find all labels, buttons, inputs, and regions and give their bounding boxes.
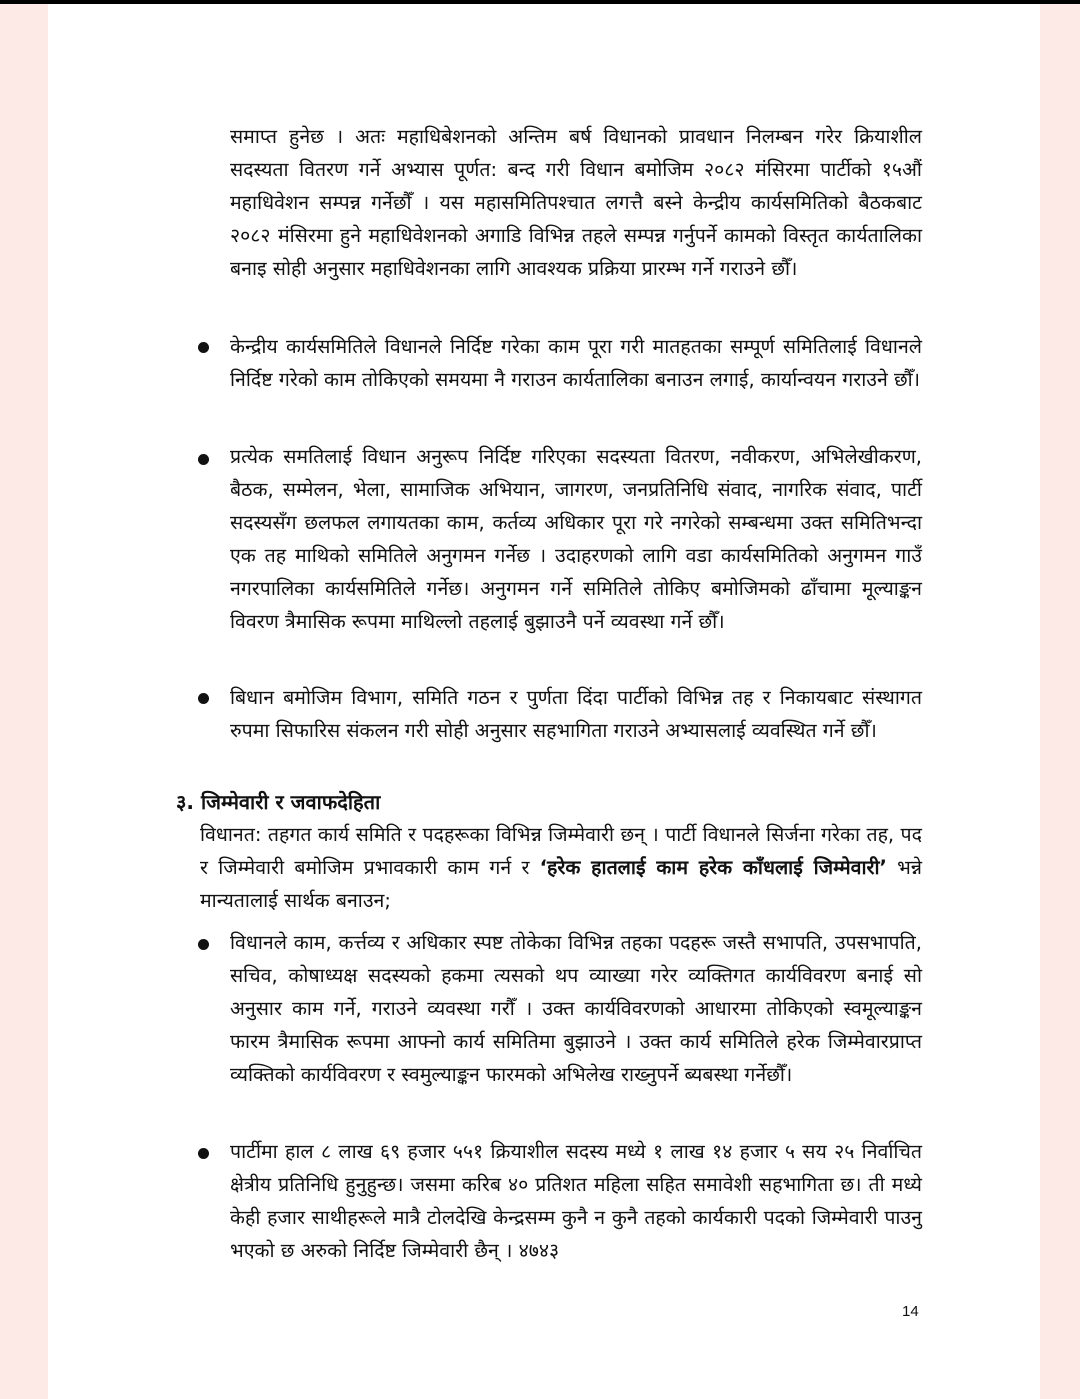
bullet-item: पार्टीमा हाल ८ लाख ६९ हजार ५५१ क्रियाशील सदस्य मध्ये १ लाख १४ हजार ५ सय २५ निर्वाचित क्षेत्रीय प्रतिनिधि हुनुहुन्छ। जसमा करिब ४० प्रतिशत महिला सहित समावेशी सहभागिता छ। ती मध्ये केही हजार साथीहरूले मात्रै टोलदेखि केन्द्रसम्म कुनै न कुनै तहको कार्यकारी पदको जिम्मेवारी पाउनु भएको छ अरुको निर्दिष्ट जिम्मेवारी छैन् । ४७४३: [230, 1140, 922, 1262]
section-intro-text-end: भन्ने मान्यतालाई सार्थक बनाउन;: [200, 856, 922, 912]
section-intro-text: विधानत: तहगत कार्य समिति र पदहरूका विभिन्न जिम्मेवारी छन् । पार्टी विधानले सिर्जना गरेका तह, पद र जिम्मेवारी बमोजिम प्रभावकारी काम गर्न र: [200, 823, 922, 879]
document-page: [48, 4, 1040, 1399]
bullet-item: केन्द्रीय कार्यसमितिले विधानले निर्दिष्ट गरेका काम पूरा गरी मातहतका सम्पूर्ण समितिलाई विधानले निर्दिष्ट गरेको काम तोकिएको समयमा नै गराउन कार्यतालिका बनाउन लगाई, कार्यान्वयन गराउने छौँ।: [230, 335, 922, 391]
section-heading: ३. जिम्मेवारी र जवाफदेहिता: [176, 790, 381, 814]
left-page-margin: [0, 4, 48, 1399]
bullet-item: बिधान बमोजिम विभाग, समिति गठन र पुर्णता दिंदा पार्टीको विभिन्न तह र निकायबाट संस्थागत रुपमा सिफारिस संकलन गरी सोही अनुसार सहभागिता गराउने अभ्यासलाई व्यवस्थित गर्ने छौँ।: [230, 686, 922, 742]
bullet-icon: [198, 342, 209, 353]
bullet-item: विधानले काम, कर्त्तव्य र अधिकार स्पष्ट तोकेका विभिन्न तहका पदहरू जस्तै सभापति, उपसभापति, सचिव, कोषाध्यक्ष सदस्यको हकमा त्यसको थप व्याख्या गरेर व्यक्तिगत कार्यविवरण बनाई सो अनुसार काम गर्ने, गराउने व्यवस्था गरौँ । उक्त कार्यविवरणको आधारमा तोकिएको स्वमूल्याङ्कन फारम त्रैमासिक रूपमा आफ्नो कार्य समितिमा बुझाउने । उक्त कार्य समितिले हरेक जिम्मेवारप्राप्त व्यक्तिको कार्यविवरण र स्वमुल्याङ्कन फारमको अभिलेख राख्नुपर्ने ब्यबस्था गर्नेछौँ।: [230, 931, 922, 1086]
bullet-item: प्रत्येक समतिलाई विधान अनुरूप निर्दिष्ट गरिएका सदस्यता वितरण, नवीकरण, अभिलेखीकरण, बैठक, सम्मेलन, भेला, सामाजिक अभियान, जागरण, जनप्रतिनिधि संवाद, नागरिक संवाद, पार्टी सदस्यसँग छलफल लगायतका काम, कर्तव्य अधिकार पूरा गरे नगरेको सम्बन्धमा उक्त समितिभन्दा एक तह माथिको समितिले अनुगमन गर्नेछ । उदाहरणको लागि वडा कार्यसमितिको अनुगमन गाउँ नगरपालिका कार्यसमितिले गर्नेछ। अनुगमन गर्ने समितिले तोकिए बमोजिमको ढाँचामा मूल्याङ्कन विवरण त्रैमासिक रूपमा माथिल्लो तहलाई बुझाउनै पर्ने व्यवस्था गर्ने छौँ।: [230, 445, 922, 633]
page-number: 14: [902, 1303, 919, 1320]
right-page-margin: [1040, 4, 1080, 1399]
bullet-icon: [198, 454, 209, 465]
bullet-icon: [198, 939, 209, 950]
intro-paragraph: समाप्त हुनेछ । अतः महाधिबेशनको अन्तिम बर्ष विधानको प्रावधान निलम्बन गरेर क्रियाशील सदस्यता वितरण गर्ने अभ्यास पूर्णत: बन्द गरी विधान बमोजिम २०८२ मंसिरमा पार्टीको १५औं महाधिवेशन सम्पन्न गर्नेछौँ । यस महासमितिपश्चात लगत्तै बस्ने केन्द्रीय कार्यसमितिको बैठकबाट २०८२ मंसिरमा हुने महाधिवेशनको अगाडि विभिन्न तहले सम्पन्न गर्नुपर्ने कामको विस्तृत कार्यतालिका बनाइ सोही अनुसार महाधिवेशनका लागि आवश्यक प्रक्रिया प्रारम्भ गर्ने गराउने छौँ।: [230, 125, 922, 280]
bullet-icon: [198, 693, 209, 704]
section-intro-slogan: ‘हरेक हातलाई काम हरेक काँधलाई जिम्मेवारी’: [539, 856, 887, 879]
bullet-icon: [198, 1148, 209, 1159]
section-intro: [200, 818, 922, 917]
